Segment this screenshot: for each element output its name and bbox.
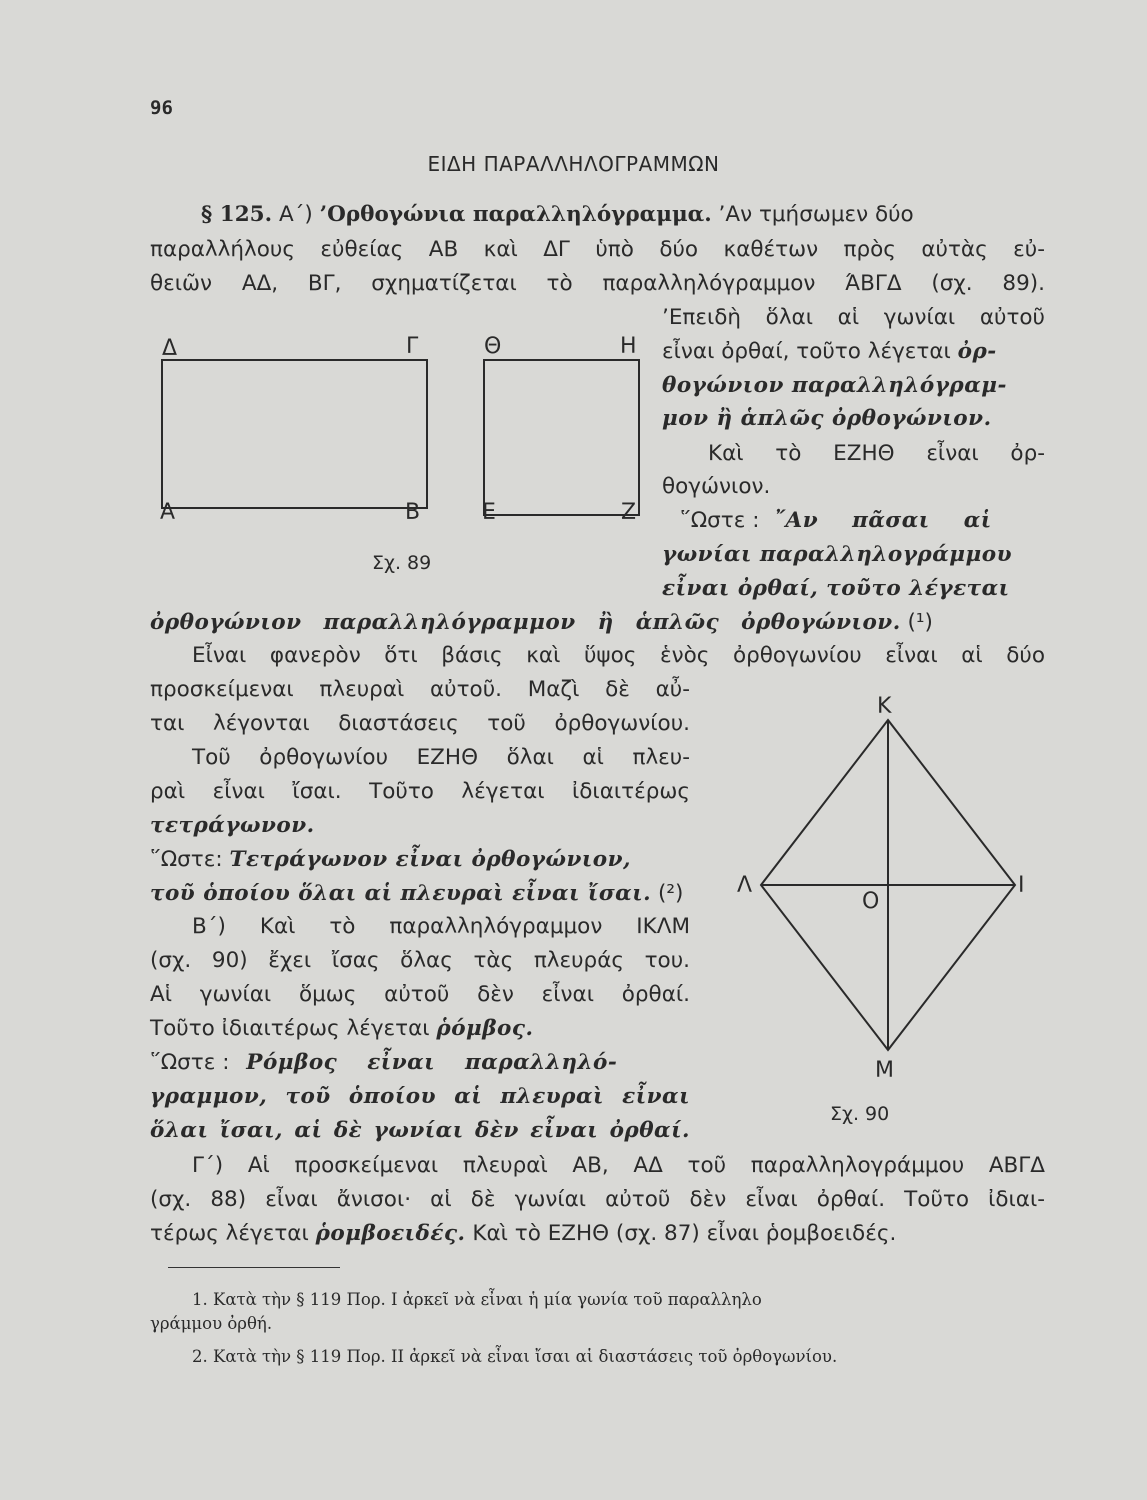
text-span: ’Αν τμήσωμεν δύο: [711, 202, 914, 227]
label-I: Ι: [1018, 873, 1025, 898]
text-line: Αἱ γωνίαι ὅμως αὐτοῦ δὲν εἶναι ὀρθαί.: [150, 982, 690, 1007]
footnote-1: 1. Κατὰ τὴν § 119 Πορ. Ι ἀρκεῖ νὰ εἶναι ἡ μία γωνία τοῦ παραλληλο: [192, 1290, 762, 1309]
section-term: ’Ορθογώνια παραλληλόγραμμα.: [319, 202, 712, 227]
text-line: [150, 846, 690, 874]
text-line: προσκείμεναι πλευραὶ αὐτοῦ. Μαζὶ δὲ αὖ-: [150, 677, 690, 702]
figure-89-caption: Σχ. 89: [372, 552, 432, 574]
label-O: Ο: [862, 889, 880, 914]
emphasis: ὀρθογώνιον παραλληλόγραμμον ἢ ἁπλῶς ὀρθογώνιον.: [150, 610, 901, 635]
text-line: Εἶναι φανερὸν ὅτι βάσις καὶ ὕψος ἑνὸς ὀρθογωνίου εἶναι αἱ δύο: [192, 643, 1045, 668]
text-line: [150, 1049, 690, 1077]
text-line: Καὶ τὸ ΕΖΗΘ εἶναι ὀρ-: [708, 441, 1045, 466]
label-M: Μ: [875, 1058, 894, 1083]
text-line: [150, 880, 690, 908]
text-line: [150, 609, 1045, 637]
emphasis: ῥόμβος.: [436, 1016, 534, 1041]
label-G: Γ: [406, 334, 419, 359]
text-line: [201, 201, 1045, 229]
text-line: Β΄) Καὶ τὸ παραλληλόγραμμον ΙΚΛΜ: [192, 914, 690, 939]
footnote-2: 2. Κατὰ τὴν § 119 Πορ. ΙΙ ἀρκεῖ νὰ εἶναι ἴσαι αἱ διαστάσεις τοῦ ὀρθογωνίου.: [192, 1347, 838, 1366]
text-span: τέρως λέγεται: [150, 1221, 316, 1246]
footnote-ref: (²): [651, 881, 684, 906]
figure-90-caption: Σχ. 90: [830, 1103, 890, 1125]
text-line: θειῶν ΑΔ, ΒΓ, σχηματίζεται τὸ παραλληλόγραμμον ΆΒΓΔ (σχ. 89).: [150, 271, 1045, 296]
text-line: Τοῦ ὀρθογωνίου ΕΖΗΘ ὅλαι αἱ πλευ-: [192, 745, 690, 770]
figure-90-rhombus: [730, 700, 1050, 1070]
rectangle-abgd: [162, 360, 427, 508]
text-span: ῞Ωστε :: [680, 508, 767, 533]
emphasis: ῎Αν πᾶσαι αἱ: [774, 508, 992, 533]
emphasis: Τετράγωνον εἶναι ὀρθογώνιον,: [229, 847, 632, 872]
text-span: Καὶ τὸ ΕΖΗΘ (σχ. 87) εἶναι ῥομβοειδές.: [465, 1221, 897, 1246]
text-span: εἶναι ὀρθαί, τοῦτο λέγεται: [662, 339, 958, 364]
emphasis: ῥομβοειδές.: [315, 1221, 466, 1246]
text-line: ται λέγονται διαστάσεις τοῦ ὀρθογωνίου.: [150, 711, 690, 736]
label-H: Η: [620, 334, 637, 359]
label-A: Α: [160, 500, 176, 525]
text-line: ραὶ εἶναι ἴσαι. Τοῦτο λέγεται ἰδιαιτέρως: [150, 779, 690, 804]
label-D: Δ: [162, 336, 178, 361]
label-Z: Ζ: [621, 500, 637, 525]
label-K: Κ: [877, 694, 892, 719]
emphasis: ὀρ-: [957, 339, 997, 364]
section-number: § 125.: [201, 202, 273, 227]
footnote-ref: (¹): [900, 610, 933, 635]
text-line: (σχ. 90) ἔχει ἴσας ὅλας τὰς πλευράς του.: [150, 948, 690, 973]
label-E: Ε: [482, 500, 496, 525]
text-line: μον ἢ ἁπλῶς ὀρθογώνιον.: [662, 406, 992, 431]
text-line: εἶναι ὀρθαί, τοῦτο λέγεται: [662, 576, 1010, 601]
text-span: Τοῦτο ἰδιαιτέρως λέγεται: [150, 1016, 437, 1041]
running-title: ΕΙΔΗ ΠΑΡΑΛΛΗΛΟΓΡΑΜΜΩΝ: [427, 152, 720, 176]
text-line: γωνίαι παραλληλογράμμου: [662, 542, 1013, 567]
section-label: Α΄): [278, 202, 313, 227]
text-line: [662, 338, 1045, 366]
page-number: 96: [150, 97, 173, 119]
text-line: [150, 1220, 1045, 1248]
emphasis: Ρόμβος εἶναι παραλληλό-: [246, 1050, 618, 1075]
text-line: γραμμον, τοῦ ὁποίου αἱ πλευραὶ εἶναι: [150, 1084, 690, 1109]
text-line: τετράγωνον.: [150, 813, 315, 838]
text-line: [680, 507, 1045, 535]
square-ezhth: [484, 360, 639, 515]
label-Th: Θ: [484, 334, 502, 359]
text-line: Γ΄) Αἱ προσκείμεναι πλευραὶ ΑΒ, ΑΔ τοῦ παραλληλογράμμου ΑΒΓΔ: [192, 1153, 1045, 1178]
label-B: Β: [405, 500, 421, 525]
text-span: ῞Ωστε:: [150, 847, 230, 872]
text-line: θογώνιον.: [662, 474, 771, 499]
emphasis: τοῦ ὁποίου ὅλαι αἱ πλευραὶ εἶναι ἴσαι.: [150, 881, 652, 906]
label-L: Λ: [737, 873, 753, 898]
text-line: (σχ. 88) εἶναι ἄνισοι· αἱ δὲ γωνίαι αὐτοῦ δὲν εἶναι ὀρθαί. Τοῦτο ἰδιαι-: [150, 1187, 1045, 1212]
footnote-rule: [168, 1267, 340, 1268]
text-line: ’Επειδὴ ὅλαι αἱ γωνίαι αὐτοῦ: [662, 305, 1045, 330]
text-line: [150, 1015, 690, 1043]
text-line: παραλλήλους εὐθείας ΑΒ καὶ ΔΓ ὑπὸ δύο καθέτων πρὸς αὐτὰς εὐ-: [150, 237, 1045, 262]
footnote-1-cont: γράμμου ὀρθή.: [150, 1314, 273, 1333]
text-line: θογώνιον παραλληλόγραμ-: [662, 373, 1007, 398]
text-span: ῞Ωστε :: [150, 1050, 237, 1075]
text-line: ὅλαι ἴσαι, αἱ δὲ γωνίαι δὲν εἶναι ὀρθαί.: [150, 1118, 690, 1143]
